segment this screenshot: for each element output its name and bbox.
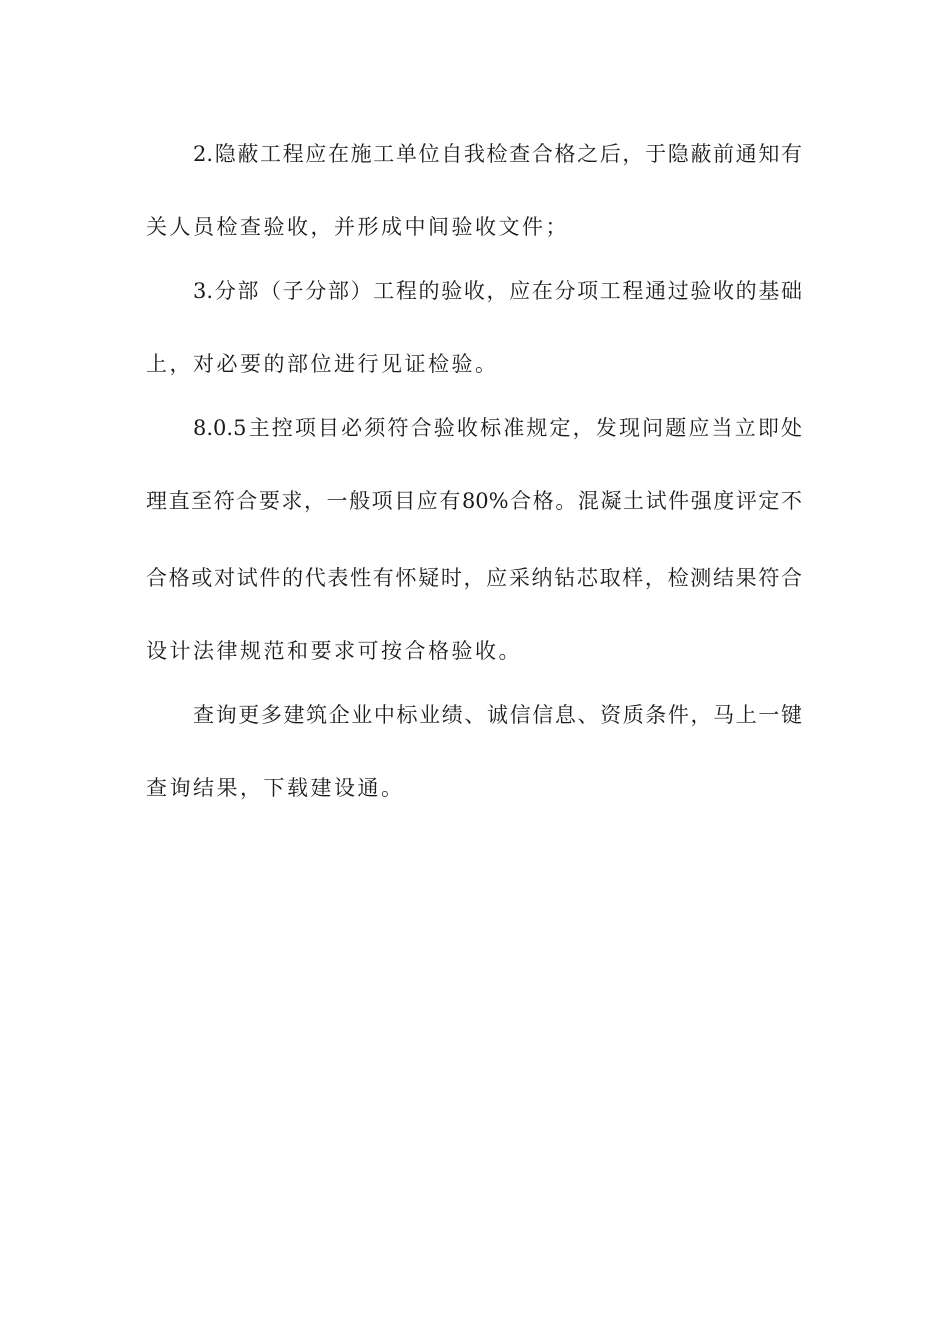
paragraph-2-line-1: 3.分部（子分部）工程的验收，应在分项工程通过验收的基础: [193, 279, 802, 303]
paragraph-4-line-2: 查询结果，下载建设通。: [146, 776, 405, 800]
paragraph-1-line-1: 2.隐蔽工程应在施工单位自我检查合格之后，于隐蔽前通知有: [193, 142, 802, 166]
paragraph-3-line-2: 理直至符合要求，一般项目应有80%合格。混凝土试件强度评定不: [146, 489, 802, 513]
paragraph-3-line-1: 8.0.5主控项目必须符合验收标准规定，发现问题应当立即处: [193, 416, 802, 440]
paragraph-1-line-2: 关人员检查验收，并形成中间验收文件；: [146, 215, 569, 239]
paragraph-4-line-1: 查询更多建筑企业中标业绩、诚信信息、资质条件，马上一键: [193, 703, 802, 727]
paragraph-3-line-4: 设计法律规范和要求可按合格验收。: [146, 639, 522, 663]
paragraph-2-line-2: 上，对必要的部位进行见证检验。: [146, 352, 499, 376]
paragraph-3-line-3: 合格或对试件的代表性有怀疑时，应采纳钻芯取样，检测结果符合: [146, 566, 802, 590]
